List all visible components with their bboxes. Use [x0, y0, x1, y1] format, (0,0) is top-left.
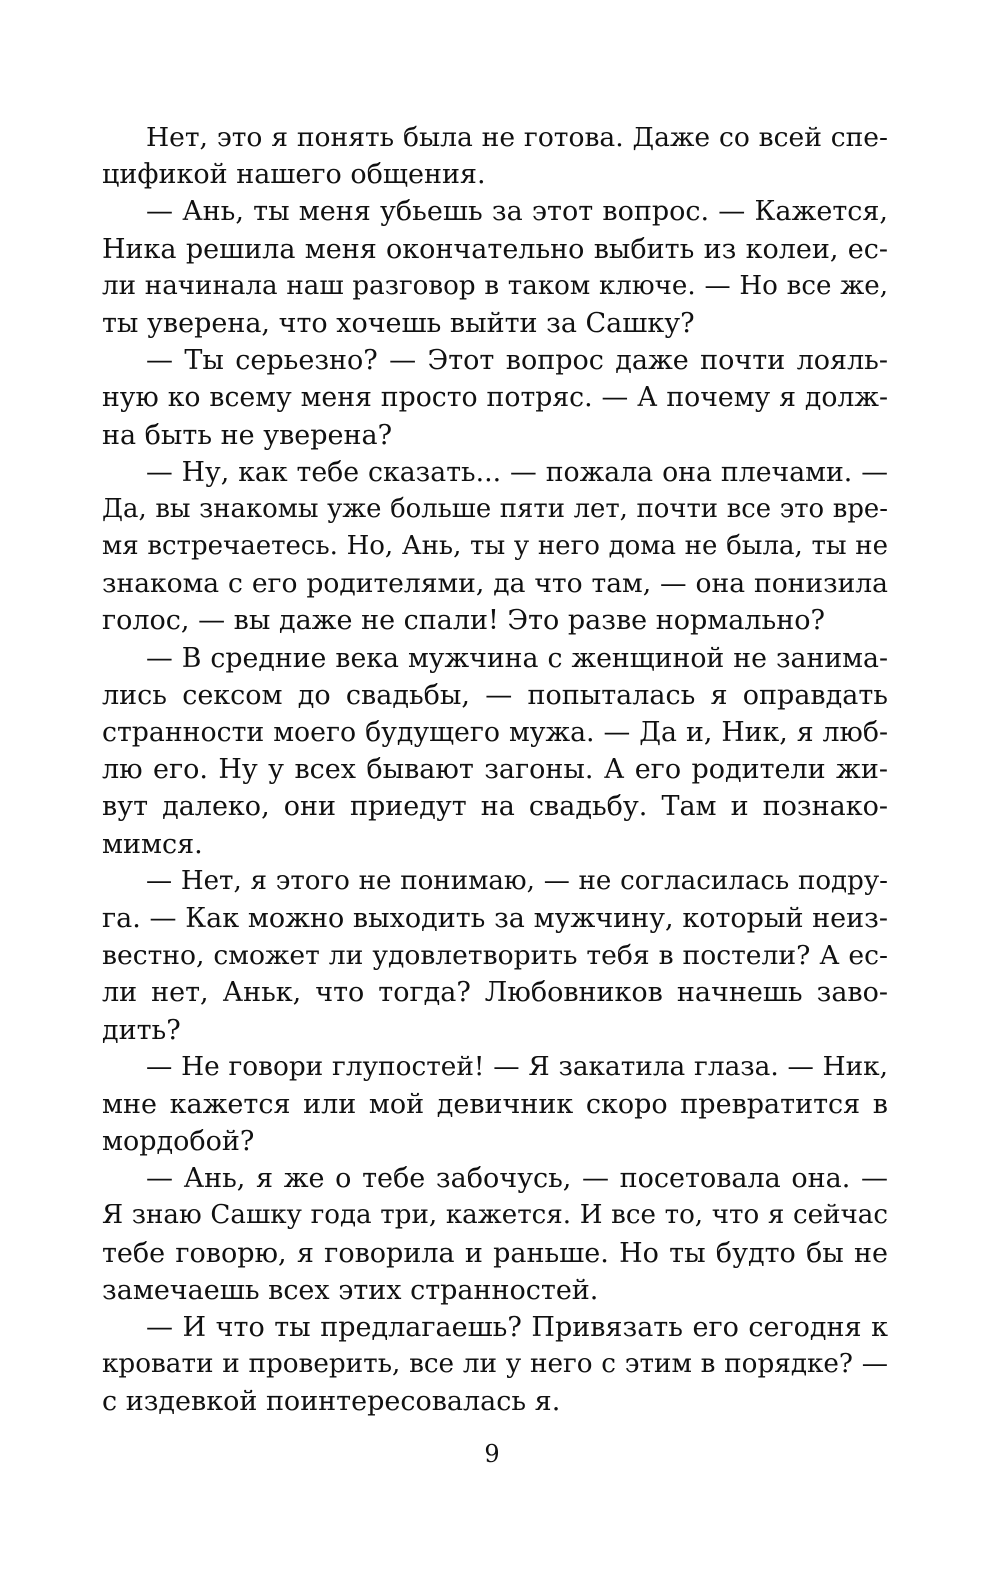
text-line: цификой нашего общения. — [102, 159, 486, 191]
text-line: — Ань, ты меня убьешь за этот вопрос. — Кажется, — [146, 196, 888, 228]
text-line: голос, — вы даже не спали! Это разве нормально? — [102, 605, 825, 637]
text-line: Нет, это я понять была не готова. Даже со всей спе- — [146, 122, 888, 153]
text-line: дить? — [102, 1014, 181, 1046]
text-line: ли нет, Аньк, что тогда? Любовников начнешь заво- — [102, 977, 888, 1009]
text-line: вестно, сможет ли удовлетворить тебя в постели? А ес- — [102, 940, 888, 972]
text-line: — Ну, как тебе сказать... — пожала она плечами. — — [146, 456, 888, 488]
text-line: — Ань, я же о тебе забочусь, — посетовала она. — — [146, 1163, 888, 1195]
text-line: на быть не уверена? — [102, 419, 393, 451]
text-line: — Не говори глупостей! — Я закатила глаза. — Ник, — [146, 1051, 888, 1082]
text-line: вут далеко, они приедут на свадьбу. Там и познако- — [102, 791, 888, 823]
text-line: мне кажется или мой девичник скоро превратится в — [102, 1088, 888, 1120]
text-line: ты уверена, что хочешь выйти за Сашку? — [102, 307, 695, 339]
text-line: Ника решила меня окончательно выбить из колеи, ес- — [102, 233, 888, 265]
text-line: мимся. — [102, 828, 203, 860]
text-line: замечаешь всех этих странностей. — [102, 1274, 599, 1306]
text-line: с издевкой поинтересовалась я. — [102, 1386, 561, 1418]
body-text — [102, 119, 888, 1421]
text-line: мордобой? — [102, 1126, 255, 1158]
text-line: ную ко всему меня просто потряс. — А почему я долж- — [102, 382, 888, 414]
text-line: Я знаю Сашку года три, кажется. И все то, что я сейчас — [102, 1200, 888, 1231]
text-line: лись сексом до свадьбы, — попыталась я оправдать — [102, 679, 888, 711]
text-line: мя встречаетесь. Но, Ань, ты у него дома не была, ты не — [102, 531, 888, 562]
text-line: — И что ты предлагаешь? Привязать его сегодня к — [146, 1312, 888, 1343]
text-line: ли начинала наш разговор в таком ключе. — Но все же, — [102, 270, 888, 301]
text-line: — Нет, я этого не понимаю, — не согласилась подру- — [146, 865, 888, 896]
text-line: Да, вы знакомы уже больше пяти лет, почти все это вре- — [102, 493, 888, 524]
text-line: га. — Как можно выходить за мужчину, который неиз- — [102, 902, 888, 934]
text-line: странности моего будущего мужа. — Да и, Ник, я люб- — [102, 717, 888, 748]
text-line: — В средние века мужчина с женщиной не занима- — [146, 642, 888, 674]
text-line: — Ты серьезно? — Этот вопрос даже почти лояль- — [146, 345, 888, 377]
page-number: 9 — [484, 1440, 500, 1468]
text-line: тебе говорю, я говорила и раньше. Но ты будто бы не — [102, 1237, 888, 1269]
text-line: лю его. Ну у всех бывают загоны. А его родители жи- — [102, 754, 888, 786]
text-line: знакома с его родителями, да что там, — она понизила — [102, 568, 888, 600]
text-line: кровати и проверить, все ли у него с этим в порядке? — — [102, 1349, 888, 1380]
